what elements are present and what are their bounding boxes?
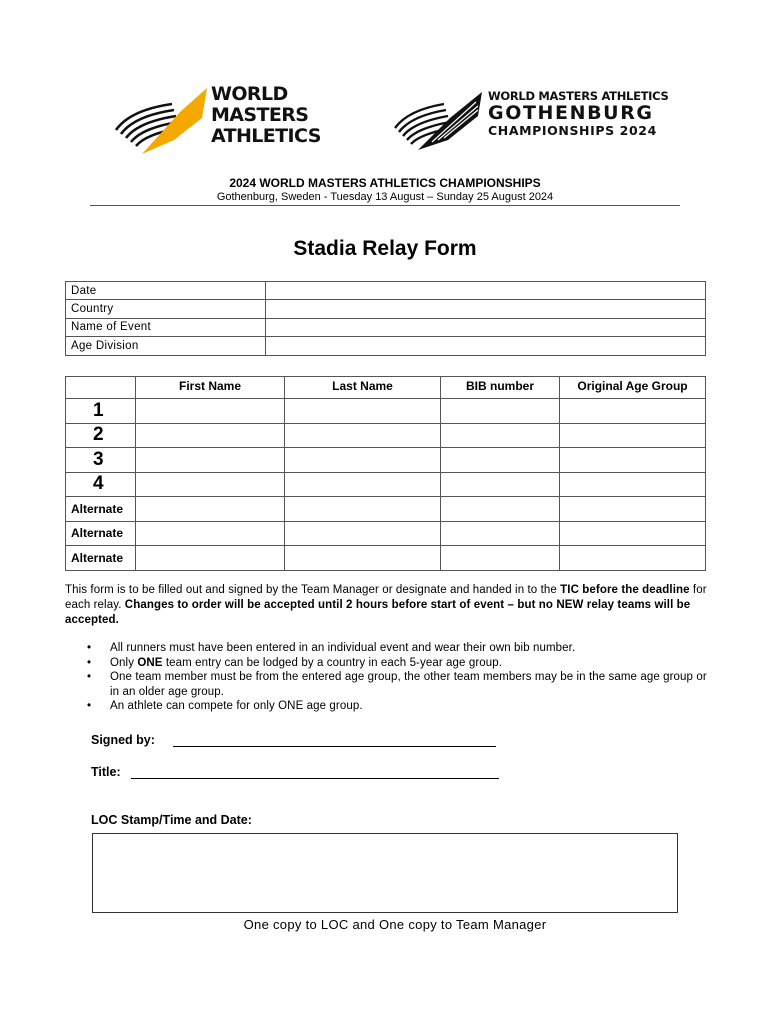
- alternate-label: Alternate: [66, 546, 136, 571]
- event-venue-dates: Gothenburg, Sweden - Tuesday 13 August – Sunday 25 August 2024: [216, 191, 554, 203]
- signed-by-label: Signed by:: [91, 733, 155, 747]
- info-row-date: [66, 282, 706, 300]
- age-division-field[interactable]: [266, 337, 706, 355]
- info-label: Country: [66, 300, 266, 318]
- instructions-bold-deadline: TIC before the deadline: [560, 584, 690, 596]
- event-name-field[interactable]: [266, 318, 706, 336]
- bib-number-cell[interactable]: [441, 546, 560, 571]
- runner-number: 3: [66, 448, 136, 473]
- relay-row-2: [66, 423, 706, 448]
- relay-row-alternate-1: [66, 497, 706, 522]
- bib-number-cell[interactable]: [441, 399, 560, 424]
- country-field[interactable]: [266, 300, 706, 318]
- relay-header-row: [66, 377, 706, 399]
- first-name-cell[interactable]: [136, 546, 285, 571]
- instructions-text: This form is to be filled out and signed by the Team Manager or designate and handed in to the: [65, 584, 561, 596]
- bib-number-cell[interactable]: [441, 521, 560, 546]
- relay-row-3: [66, 448, 706, 473]
- rule-item: • One team member must be from the entered age group, the other team members may be in the same age group or in an older age group.: [82, 670, 712, 699]
- info-row-age-division: [66, 337, 706, 355]
- relay-team-table: [65, 376, 706, 571]
- header-blank: [66, 377, 136, 399]
- last-name-cell[interactable]: [285, 497, 441, 522]
- gothenburg-logo-wordmark: WORLD MASTERS ATHLETICS GOTHENBURG CHAMPIONSHIPS 2024: [488, 89, 669, 138]
- instructions-text: for each relay.: [65, 584, 707, 611]
- alternate-label: Alternate: [66, 521, 136, 546]
- gothenburg-championships-logo: [392, 88, 492, 152]
- info-row-country: [66, 300, 706, 318]
- footer-note: One copy to LOC and One copy to Team Manager: [243, 917, 547, 932]
- last-name-cell[interactable]: [285, 399, 441, 424]
- header-original-age-group: Original Age Group: [560, 377, 706, 399]
- alternate-label: Alternate: [66, 497, 136, 522]
- info-row-event: [66, 318, 706, 336]
- header-divider: [90, 205, 680, 206]
- runner-number: 4: [66, 472, 136, 497]
- header-bib-number: BIB number: [441, 377, 560, 399]
- rule-item: • Only ONE team entry can be lodged by a country in each 5-year age group.: [82, 656, 712, 671]
- first-name-cell[interactable]: [136, 521, 285, 546]
- bib-number-cell[interactable]: [441, 497, 560, 522]
- signed-by-line[interactable]: [173, 746, 496, 747]
- last-name-cell[interactable]: [285, 423, 441, 448]
- last-name-cell[interactable]: [285, 521, 441, 546]
- age-group-cell[interactable]: [560, 423, 706, 448]
- age-group-cell[interactable]: [560, 497, 706, 522]
- age-group-cell[interactable]: [560, 472, 706, 497]
- title-line[interactable]: [131, 778, 499, 779]
- rule-item: • An athlete can compete for only ONE age group.: [82, 699, 712, 714]
- wma-logo-wordmark: WORLD MASTERS ATHLETICS: [211, 83, 321, 147]
- last-name-cell[interactable]: [285, 546, 441, 571]
- relay-row-alternate-2: [66, 521, 706, 546]
- age-group-cell[interactable]: [560, 399, 706, 424]
- rules-list: [82, 641, 712, 714]
- first-name-cell[interactable]: [136, 448, 285, 473]
- info-label: Date: [66, 282, 266, 300]
- relay-row-4: [66, 472, 706, 497]
- bib-number-cell[interactable]: [441, 472, 560, 497]
- event-info-table: [65, 281, 706, 356]
- runner-number: 2: [66, 423, 136, 448]
- title-label: Title:: [91, 765, 121, 779]
- instructions-paragraph: [65, 583, 713, 628]
- loc-stamp-box[interactable]: [92, 833, 678, 913]
- age-group-cell[interactable]: [560, 546, 706, 571]
- relay-row-1: [66, 399, 706, 424]
- event-heading: 2024 WORLD MASTERS ATHLETICS CHAMPIONSHIPS: [229, 176, 541, 190]
- instructions-bold-changes: Changes to order will be accepted until 2 hours before start of event – but no NEW relay teams will be accepted.: [65, 599, 691, 626]
- header-last-name: Last Name: [285, 377, 441, 399]
- date-field[interactable]: [266, 282, 706, 300]
- relay-row-alternate-3: [66, 546, 706, 571]
- age-group-cell[interactable]: [560, 521, 706, 546]
- first-name-cell[interactable]: [136, 423, 285, 448]
- first-name-cell[interactable]: [136, 472, 285, 497]
- loc-stamp-label: LOC Stamp/Time and Date:: [91, 813, 252, 827]
- bib-number-cell[interactable]: [441, 448, 560, 473]
- age-group-cell[interactable]: [560, 448, 706, 473]
- info-label: Name of Event: [66, 318, 266, 336]
- form-title: Stadia Relay Form: [293, 237, 477, 260]
- header-first-name: First Name: [136, 377, 285, 399]
- info-label: Age Division: [66, 337, 266, 355]
- last-name-cell[interactable]: [285, 472, 441, 497]
- runner-number: 1: [66, 399, 136, 424]
- first-name-cell[interactable]: [136, 497, 285, 522]
- first-name-cell[interactable]: [136, 399, 285, 424]
- bib-number-cell[interactable]: [441, 423, 560, 448]
- last-name-cell[interactable]: [285, 448, 441, 473]
- rule-item: • All runners must have been entered in an individual event and wear their own bib number.: [82, 641, 712, 656]
